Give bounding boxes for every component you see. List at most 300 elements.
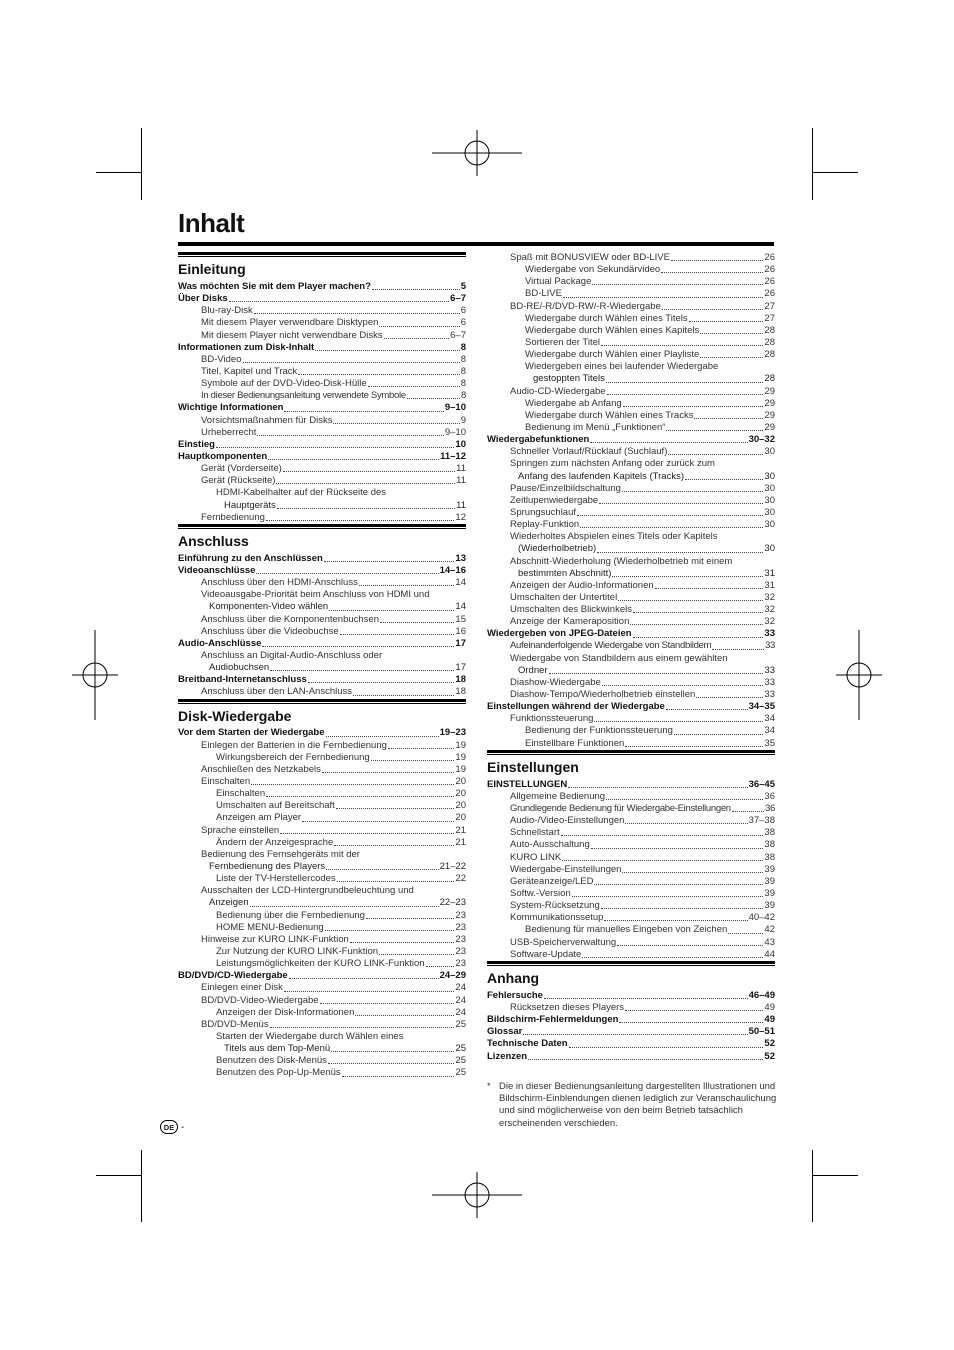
toc-entry-text: Wiedergabe ab Anfang xyxy=(525,397,622,409)
toc-entry-text: Hinweise zur KURO LINK-Funktion xyxy=(201,933,349,945)
toc-entry[interactable] xyxy=(487,1002,775,1014)
toc-entry-text: Allgemeine Bedienung xyxy=(510,790,606,802)
toc-entry-text: Pause/Einzelbildschaltung xyxy=(510,482,621,494)
toc-entry[interactable] xyxy=(487,373,775,385)
dot-leader xyxy=(572,896,764,897)
toc-entry[interactable] xyxy=(178,1043,466,1055)
toc-entry-text: Blu-ray-Disk xyxy=(201,305,253,317)
toc-entry[interactable] xyxy=(178,958,466,970)
toc-section-einstellungen xyxy=(487,750,775,961)
toc-page-number: 16 xyxy=(455,625,466,637)
toc-entry[interactable] xyxy=(178,415,466,427)
dot-leader xyxy=(229,301,450,302)
toc-page-number: 40–42 xyxy=(748,912,775,924)
dot-leader xyxy=(243,362,460,363)
dot-leader xyxy=(732,811,764,812)
toc-entry-text: Virtual Package xyxy=(525,276,592,288)
toc-entry[interactable] xyxy=(487,349,775,361)
toc-entry-text: Wiederholtes Abspielen eines Titels oder Kapitels xyxy=(510,531,718,543)
toc-entry[interactable] xyxy=(178,995,466,1007)
toc-page-number: 39 xyxy=(764,875,775,887)
toc-entry[interactable] xyxy=(487,616,775,628)
toc-entry[interactable] xyxy=(487,483,775,495)
toc-entry[interactable] xyxy=(178,342,466,354)
toc-entry[interactable] xyxy=(178,1007,466,1019)
toc-entry-text: Lizenzen xyxy=(487,1050,528,1062)
toc-entry-text: Anzeigen am Player xyxy=(216,812,302,824)
toc-entry[interactable] xyxy=(178,776,466,788)
dot-leader xyxy=(728,933,763,934)
toc-entry[interactable] xyxy=(178,330,466,342)
toc-entry[interactable] xyxy=(178,317,466,329)
toc-page-number: 10 xyxy=(455,438,466,450)
toc-page-number: 25 xyxy=(455,1067,466,1079)
toc-page-number: 29 xyxy=(764,385,775,397)
toc-entry[interactable] xyxy=(178,354,466,366)
toc-entry[interactable] xyxy=(178,946,466,958)
toc-right-column xyxy=(487,252,775,1063)
toc-entry[interactable] xyxy=(178,934,466,946)
toc-entry[interactable] xyxy=(487,713,775,725)
toc-entry-text: Gerät (Rückseite) xyxy=(201,475,276,487)
toc-entry-text: KURO LINK xyxy=(510,851,562,863)
crop-mark xyxy=(812,1150,813,1222)
toc-page-number: 18 xyxy=(455,686,466,698)
toc-page-number: 8 xyxy=(461,390,466,402)
dot-leader xyxy=(328,1063,455,1064)
toc-entry-text: Einstellbare Funktionen xyxy=(525,737,625,749)
toc-entry[interactable] xyxy=(487,900,775,912)
toc-entry-text: bestimmten Abschnitt) xyxy=(518,567,612,579)
toc-entry[interactable] xyxy=(178,1055,466,1067)
toc-entry-text: Umschalten der Untertitel xyxy=(510,591,618,603)
toc-entry-text: Ordner xyxy=(518,664,548,676)
toc-entry[interactable] xyxy=(487,313,775,325)
dot-leader xyxy=(561,835,764,836)
toc-entry[interactable] xyxy=(178,463,466,475)
toc-entry-text: Springen zum nächsten Anfang oder zurück zum xyxy=(510,458,715,470)
toc-entry[interactable] xyxy=(487,446,775,458)
toc-entry[interactable] xyxy=(178,873,466,885)
toc-entry-text: Anfang des laufenden Kapitels (Tracks) xyxy=(518,470,684,482)
dot-leader xyxy=(368,386,460,387)
dot-leader xyxy=(712,649,764,650)
toc-entry[interactable] xyxy=(178,638,466,650)
dot-leader xyxy=(549,673,764,674)
toc-entry[interactable] xyxy=(178,402,466,414)
toc-entry[interactable] xyxy=(487,471,775,483)
footnote-text: Die in dieser Bedienungsanleitung dargestellten Illustrationen und Bildschirm-Einblendungen dienen lediglich zur Veranschaulichung und sind möglicherweise von den beim Betrieb tatsächlich erscheinenden verschieden. xyxy=(499,1081,777,1129)
dot-leader xyxy=(337,881,455,882)
dot-leader xyxy=(380,622,454,623)
toc-page-number: 20 xyxy=(455,800,466,812)
toc-page-number: 37–38 xyxy=(748,815,775,827)
toc-entry[interactable] xyxy=(487,628,775,640)
dot-leader xyxy=(268,459,439,460)
dot-leader xyxy=(661,272,763,273)
toc-entry[interactable] xyxy=(487,990,775,1002)
toc-entry[interactable] xyxy=(487,386,775,398)
toc-entry[interactable] xyxy=(487,815,775,827)
toc-entry[interactable] xyxy=(487,725,775,737)
toc-entry[interactable] xyxy=(487,949,775,961)
toc-page-number: 30 xyxy=(764,470,775,482)
dot-leader xyxy=(384,338,450,339)
toc-entry-text: Schneller Vorlauf/Rücklauf (Suchlauf) xyxy=(510,446,668,458)
toc-page-number: 14 xyxy=(455,601,466,613)
toc-entry-text: Wiedergabe von Sekundärvideo xyxy=(525,264,661,276)
toc-entry[interactable] xyxy=(487,325,775,337)
toc-entry[interactable] xyxy=(487,888,775,900)
section-title: Disk-Wiedergabe xyxy=(178,707,292,724)
dot-leader xyxy=(372,289,460,290)
toc-section-anschluss xyxy=(178,524,466,699)
dot-leader xyxy=(696,697,763,698)
dot-leader xyxy=(577,515,763,516)
dot-leader xyxy=(270,1027,455,1028)
toc-page-number: 39 xyxy=(764,900,775,912)
toc-entry-text: Einstellungen während der Wiedergabe xyxy=(487,701,665,713)
toc-section-disk-wiedergabe xyxy=(178,699,466,1080)
toc-entry[interactable] xyxy=(178,982,466,994)
toc-section-einleitung xyxy=(178,252,466,524)
toc-entry[interactable] xyxy=(487,568,775,580)
toc-page-number: 9–10 xyxy=(444,402,466,414)
toc-entry-text: Abschnitt-Wiederholung (Wiederholbetrieb mit einem xyxy=(510,555,733,567)
toc-entry-text: Wiedergabe durch Wählen eines Tracks xyxy=(525,409,694,421)
toc-page-number: 19 xyxy=(455,763,466,775)
dot-leader xyxy=(308,682,455,683)
toc-entry-text: Wiedergabe von Standbildern aus einem gewählten xyxy=(510,652,728,664)
toc-entry[interactable] xyxy=(487,1026,775,1038)
toc-entry[interactable] xyxy=(487,301,775,313)
toc-entry-text: Wiedergabefunktionen xyxy=(487,434,590,446)
toc-entry-text: Bedienung im Menü „Funktionen“ xyxy=(525,421,666,433)
dot-leader xyxy=(254,313,460,314)
toc-page-number: 26 xyxy=(764,288,775,300)
footnote-mark: * xyxy=(487,1081,491,1092)
dot-leader xyxy=(562,860,763,861)
toc-entry[interactable] xyxy=(178,1067,466,1079)
toc-entry-text: Spaß mit BONUSVIEW oder BD-LIVE xyxy=(510,251,670,263)
toc-entry[interactable] xyxy=(178,825,466,837)
toc-entry-text: Funktionssteuerung xyxy=(510,713,594,725)
toc-entry[interactable] xyxy=(178,451,466,463)
toc-entry[interactable] xyxy=(178,728,466,740)
section-title: Einstellungen xyxy=(487,758,579,775)
toc-entry[interactable] xyxy=(178,861,466,873)
toc-entry[interactable] xyxy=(487,779,775,791)
toc-entry[interactable] xyxy=(487,434,775,446)
toc-entry[interactable] xyxy=(487,495,775,507)
toc-entry[interactable] xyxy=(178,390,466,402)
toc-entry[interactable] xyxy=(487,337,775,349)
toc-page-number: 39 xyxy=(764,863,775,875)
toc-entry[interactable] xyxy=(487,852,775,864)
toc-entry[interactable] xyxy=(487,701,775,713)
toc-page-number: 9 xyxy=(460,414,466,426)
toc-entry-text: Einschalten xyxy=(201,776,251,788)
toc-entry[interactable] xyxy=(178,512,466,524)
dot-leader xyxy=(666,709,748,710)
dot-leader xyxy=(350,942,455,943)
section-rule xyxy=(487,750,775,753)
section-rule xyxy=(178,256,466,257)
toc-entry-text: Diashow-Tempo/Wiederholbetrieb einstellen xyxy=(510,689,696,701)
dot-leader xyxy=(685,479,763,480)
toc-entry[interactable] xyxy=(487,665,775,677)
dot-leader xyxy=(257,435,443,436)
dot-leader xyxy=(331,1051,454,1052)
toc-page-number: 30 xyxy=(764,494,775,506)
toc-entry-text: Glossar xyxy=(487,1026,523,1038)
toc-entry[interactable] xyxy=(178,837,466,849)
toc-entry[interactable] xyxy=(487,252,775,264)
toc-page-number: 49 xyxy=(764,1014,775,1026)
toc-entry-text: Anzeigen xyxy=(209,897,249,909)
toc-entry-text: Kommunikationssetup xyxy=(510,912,604,924)
toc-entry[interactable] xyxy=(178,686,466,698)
dot-leader xyxy=(289,978,439,979)
dot-leader xyxy=(592,284,763,285)
toc-entry-text: Liste der TV-Herstellercodes xyxy=(216,873,336,885)
dot-leader xyxy=(284,991,455,992)
dot-leader xyxy=(622,491,764,492)
toc-entry[interactable] xyxy=(487,1051,775,1063)
toc-page-number: 32 xyxy=(764,616,775,628)
toc-entry[interactable] xyxy=(178,812,466,824)
dot-leader xyxy=(366,918,454,919)
toc-entry[interactable] xyxy=(178,281,466,293)
toc-entry[interactable] xyxy=(178,752,466,764)
toc-entry[interactable] xyxy=(487,264,775,276)
toc-entry-text: BD/DVD-Video-Wiedergabe xyxy=(201,994,319,1006)
dot-leader xyxy=(662,309,764,310)
toc-entry-text: Geräteanzeige/LED xyxy=(510,875,594,887)
toc-entry[interactable] xyxy=(178,788,466,800)
toc-entry[interactable] xyxy=(487,912,775,924)
toc-entry[interactable] xyxy=(487,803,775,815)
toc-page-number: 34–35 xyxy=(748,701,775,713)
toc-entry[interactable] xyxy=(178,970,466,982)
section-rule xyxy=(487,961,775,964)
dot-leader xyxy=(251,784,454,785)
dot-leader xyxy=(700,333,763,334)
toc-page-number: 42 xyxy=(764,924,775,936)
toc-page-number: 30 xyxy=(764,506,775,518)
toc-entry-text: Rücksetzen dieses Players xyxy=(510,1002,625,1013)
section-rule xyxy=(178,524,466,527)
toc-entry[interactable] xyxy=(487,507,775,519)
section-title: Anschluss xyxy=(178,532,249,549)
toc-page-number: 19–23 xyxy=(439,727,466,739)
toc-entry[interactable] xyxy=(178,662,466,674)
dot-leader xyxy=(324,561,455,562)
toc-entry[interactable] xyxy=(178,910,466,922)
toc-entry[interactable] xyxy=(178,378,466,390)
toc-page-number: 28 xyxy=(764,336,775,348)
toc-entry[interactable] xyxy=(487,827,775,839)
dot-leader xyxy=(582,957,763,958)
toc-entry-text: Wiedergeben eines bei laufender Wiedergabe xyxy=(525,361,719,373)
toc-page-number: 29 xyxy=(764,421,775,433)
toc-page-number: 17 xyxy=(455,637,466,649)
toc-entry[interactable] xyxy=(487,689,775,701)
toc-entry[interactable] xyxy=(178,601,466,613)
toc-entry[interactable] xyxy=(178,305,466,317)
toc-entry[interactable] xyxy=(487,791,775,803)
dot-leader xyxy=(340,634,455,635)
toc-entry[interactable] xyxy=(178,439,466,451)
toc-entry-text: Zeitlupenwiedergabe xyxy=(510,494,599,506)
toc-page-number: 14 xyxy=(455,577,466,589)
toc-entry[interactable] xyxy=(178,897,466,909)
dot-leader xyxy=(666,430,763,431)
toc-entry[interactable] xyxy=(487,876,775,888)
toc-page-number: 20 xyxy=(455,788,466,800)
toc-page-number: 36 xyxy=(764,790,775,802)
toc-page-number: 8 xyxy=(460,353,466,365)
dot-leader xyxy=(569,1047,764,1048)
toc-page-number: 36 xyxy=(765,803,775,815)
toc-page-number: 52 xyxy=(764,1038,775,1050)
toc-entry[interactable] xyxy=(487,864,775,876)
toc-entry[interactable] xyxy=(487,276,775,288)
toc-entry[interactable] xyxy=(487,1014,775,1026)
toc-entry[interactable] xyxy=(487,422,775,434)
dot-leader xyxy=(590,442,747,443)
toc-page-number: 52 xyxy=(764,1050,775,1062)
toc-page-number: 44 xyxy=(764,948,775,960)
dot-leader xyxy=(606,382,764,383)
toc-entry-text: Umschalten auf Bereitschaft xyxy=(216,800,335,812)
toc-entry-text: Software-Update xyxy=(510,948,582,960)
toc-entry[interactable] xyxy=(487,1038,775,1050)
toc-entry[interactable] xyxy=(487,677,775,689)
toc-entry-text: Technische Daten xyxy=(487,1038,568,1050)
toc-entry[interactable] xyxy=(178,764,466,776)
dot-leader xyxy=(250,906,439,907)
toc-page-number: 36–45 xyxy=(748,778,775,790)
footnote xyxy=(487,1081,777,1130)
toc-entry[interactable] xyxy=(487,288,775,300)
dot-leader xyxy=(336,808,455,809)
toc-entry-text: Ausschalten der LCD-Hintergrundbeleuchtung und xyxy=(201,885,414,897)
toc-entry-text: Umschalten des Blickwinkels xyxy=(510,604,632,616)
toc-entry[interactable] xyxy=(487,641,775,653)
toc-entry[interactable] xyxy=(487,738,775,750)
section-header xyxy=(178,699,466,725)
toc-entry-text: Anschluss über die Komponentenbuchsen xyxy=(201,613,379,625)
toc-page-number: 6–7 xyxy=(450,329,466,341)
toc-entry[interactable] xyxy=(178,565,466,577)
toc-entry-text: Wichtige Informationen xyxy=(178,402,284,414)
toc-page-number: 26 xyxy=(764,251,775,263)
toc-page-number: 23 xyxy=(455,946,466,958)
toc-entry[interactable] xyxy=(178,475,466,487)
toc-page-number: 31 xyxy=(764,579,775,591)
toc-entry[interactable] xyxy=(487,592,775,604)
toc-page-number: 38 xyxy=(764,839,775,851)
toc-entry[interactable] xyxy=(487,924,775,936)
toc-entry-text: Fernbedienung xyxy=(201,511,265,523)
registration-mark-icon xyxy=(836,630,882,720)
dot-leader xyxy=(591,848,764,849)
toc-entry[interactable] xyxy=(178,740,466,752)
toc-entry-text: BD/DVD/CD-Wiedergabe xyxy=(178,970,288,982)
dot-leader xyxy=(625,823,747,824)
toc-entry[interactable] xyxy=(178,427,466,439)
toc-page-number: 20 xyxy=(455,812,466,824)
toc-entry[interactable] xyxy=(178,922,466,934)
toc-page-number: 15 xyxy=(455,613,466,625)
dot-leader xyxy=(277,508,455,509)
toc-entry-text: Wiedergabe-Einstellungen xyxy=(510,863,622,875)
toc-page-number: 22–23 xyxy=(439,897,466,909)
toc-entry[interactable] xyxy=(487,398,775,410)
toc-entry[interactable] xyxy=(487,519,775,531)
toc-entry-text: EINSTELLUNGEN xyxy=(487,778,568,790)
toc-entry[interactable] xyxy=(178,553,466,565)
crop-mark xyxy=(141,1150,142,1222)
toc-entry-text: Replay-Funktion xyxy=(510,519,580,531)
toc-entry[interactable] xyxy=(178,626,466,638)
toc-page-number: 38 xyxy=(764,851,775,863)
dot-leader xyxy=(599,503,763,504)
dot-leader xyxy=(594,721,763,722)
dot-leader xyxy=(597,552,763,553)
dot-leader xyxy=(326,736,439,737)
toc-entry[interactable] xyxy=(178,500,466,512)
toc-entry[interactable] xyxy=(178,1019,466,1031)
crop-mark xyxy=(812,128,813,200)
dot-leader xyxy=(334,845,454,846)
dot-leader xyxy=(671,260,763,261)
registration-mark-icon xyxy=(432,130,522,176)
dot-leader xyxy=(563,297,763,298)
toc-page-number: 24–29 xyxy=(439,970,466,982)
dot-leader xyxy=(388,748,455,749)
toc-entry-text: Softw.-Version xyxy=(510,888,571,900)
dot-leader xyxy=(606,799,763,800)
toc-entry[interactable] xyxy=(487,937,775,949)
toc-page-number: 28 xyxy=(764,324,775,336)
toc-entry[interactable] xyxy=(487,839,775,851)
toc-entry[interactable] xyxy=(178,293,466,305)
dot-leader xyxy=(694,418,763,419)
toc-entry[interactable] xyxy=(487,580,775,592)
toc-page-number: 30 xyxy=(764,482,775,494)
dot-leader xyxy=(601,908,764,909)
toc-entry-text: Wiedergabe durch Wählen eines Titels xyxy=(525,312,688,324)
toc-entry[interactable] xyxy=(178,614,466,626)
toc-entry-text: Grundlegende Bedienung für Wiedergabe-Einstellungen xyxy=(510,803,731,815)
toc-entry-text: BD/DVD-Menüs xyxy=(201,1018,269,1030)
toc-entry-text: Audio-Anschlüsse xyxy=(178,637,262,649)
toc-entry[interactable] xyxy=(487,543,775,555)
toc-entry[interactable] xyxy=(178,674,466,686)
toc-entry-text: Videoausgabe-Priorität beim Anschluss von HDMI und xyxy=(201,589,430,601)
toc-entry[interactable] xyxy=(487,410,775,422)
dot-leader xyxy=(256,573,438,574)
toc-entry[interactable] xyxy=(178,366,466,378)
toc-entry[interactable] xyxy=(487,604,775,616)
toc-entry[interactable] xyxy=(178,800,466,812)
toc-entry[interactable] xyxy=(178,577,466,589)
toc-entry-text: Videoanschlüsse xyxy=(178,564,256,576)
toc-page-number: 23 xyxy=(455,958,466,970)
toc-page-number: 27 xyxy=(764,300,775,312)
